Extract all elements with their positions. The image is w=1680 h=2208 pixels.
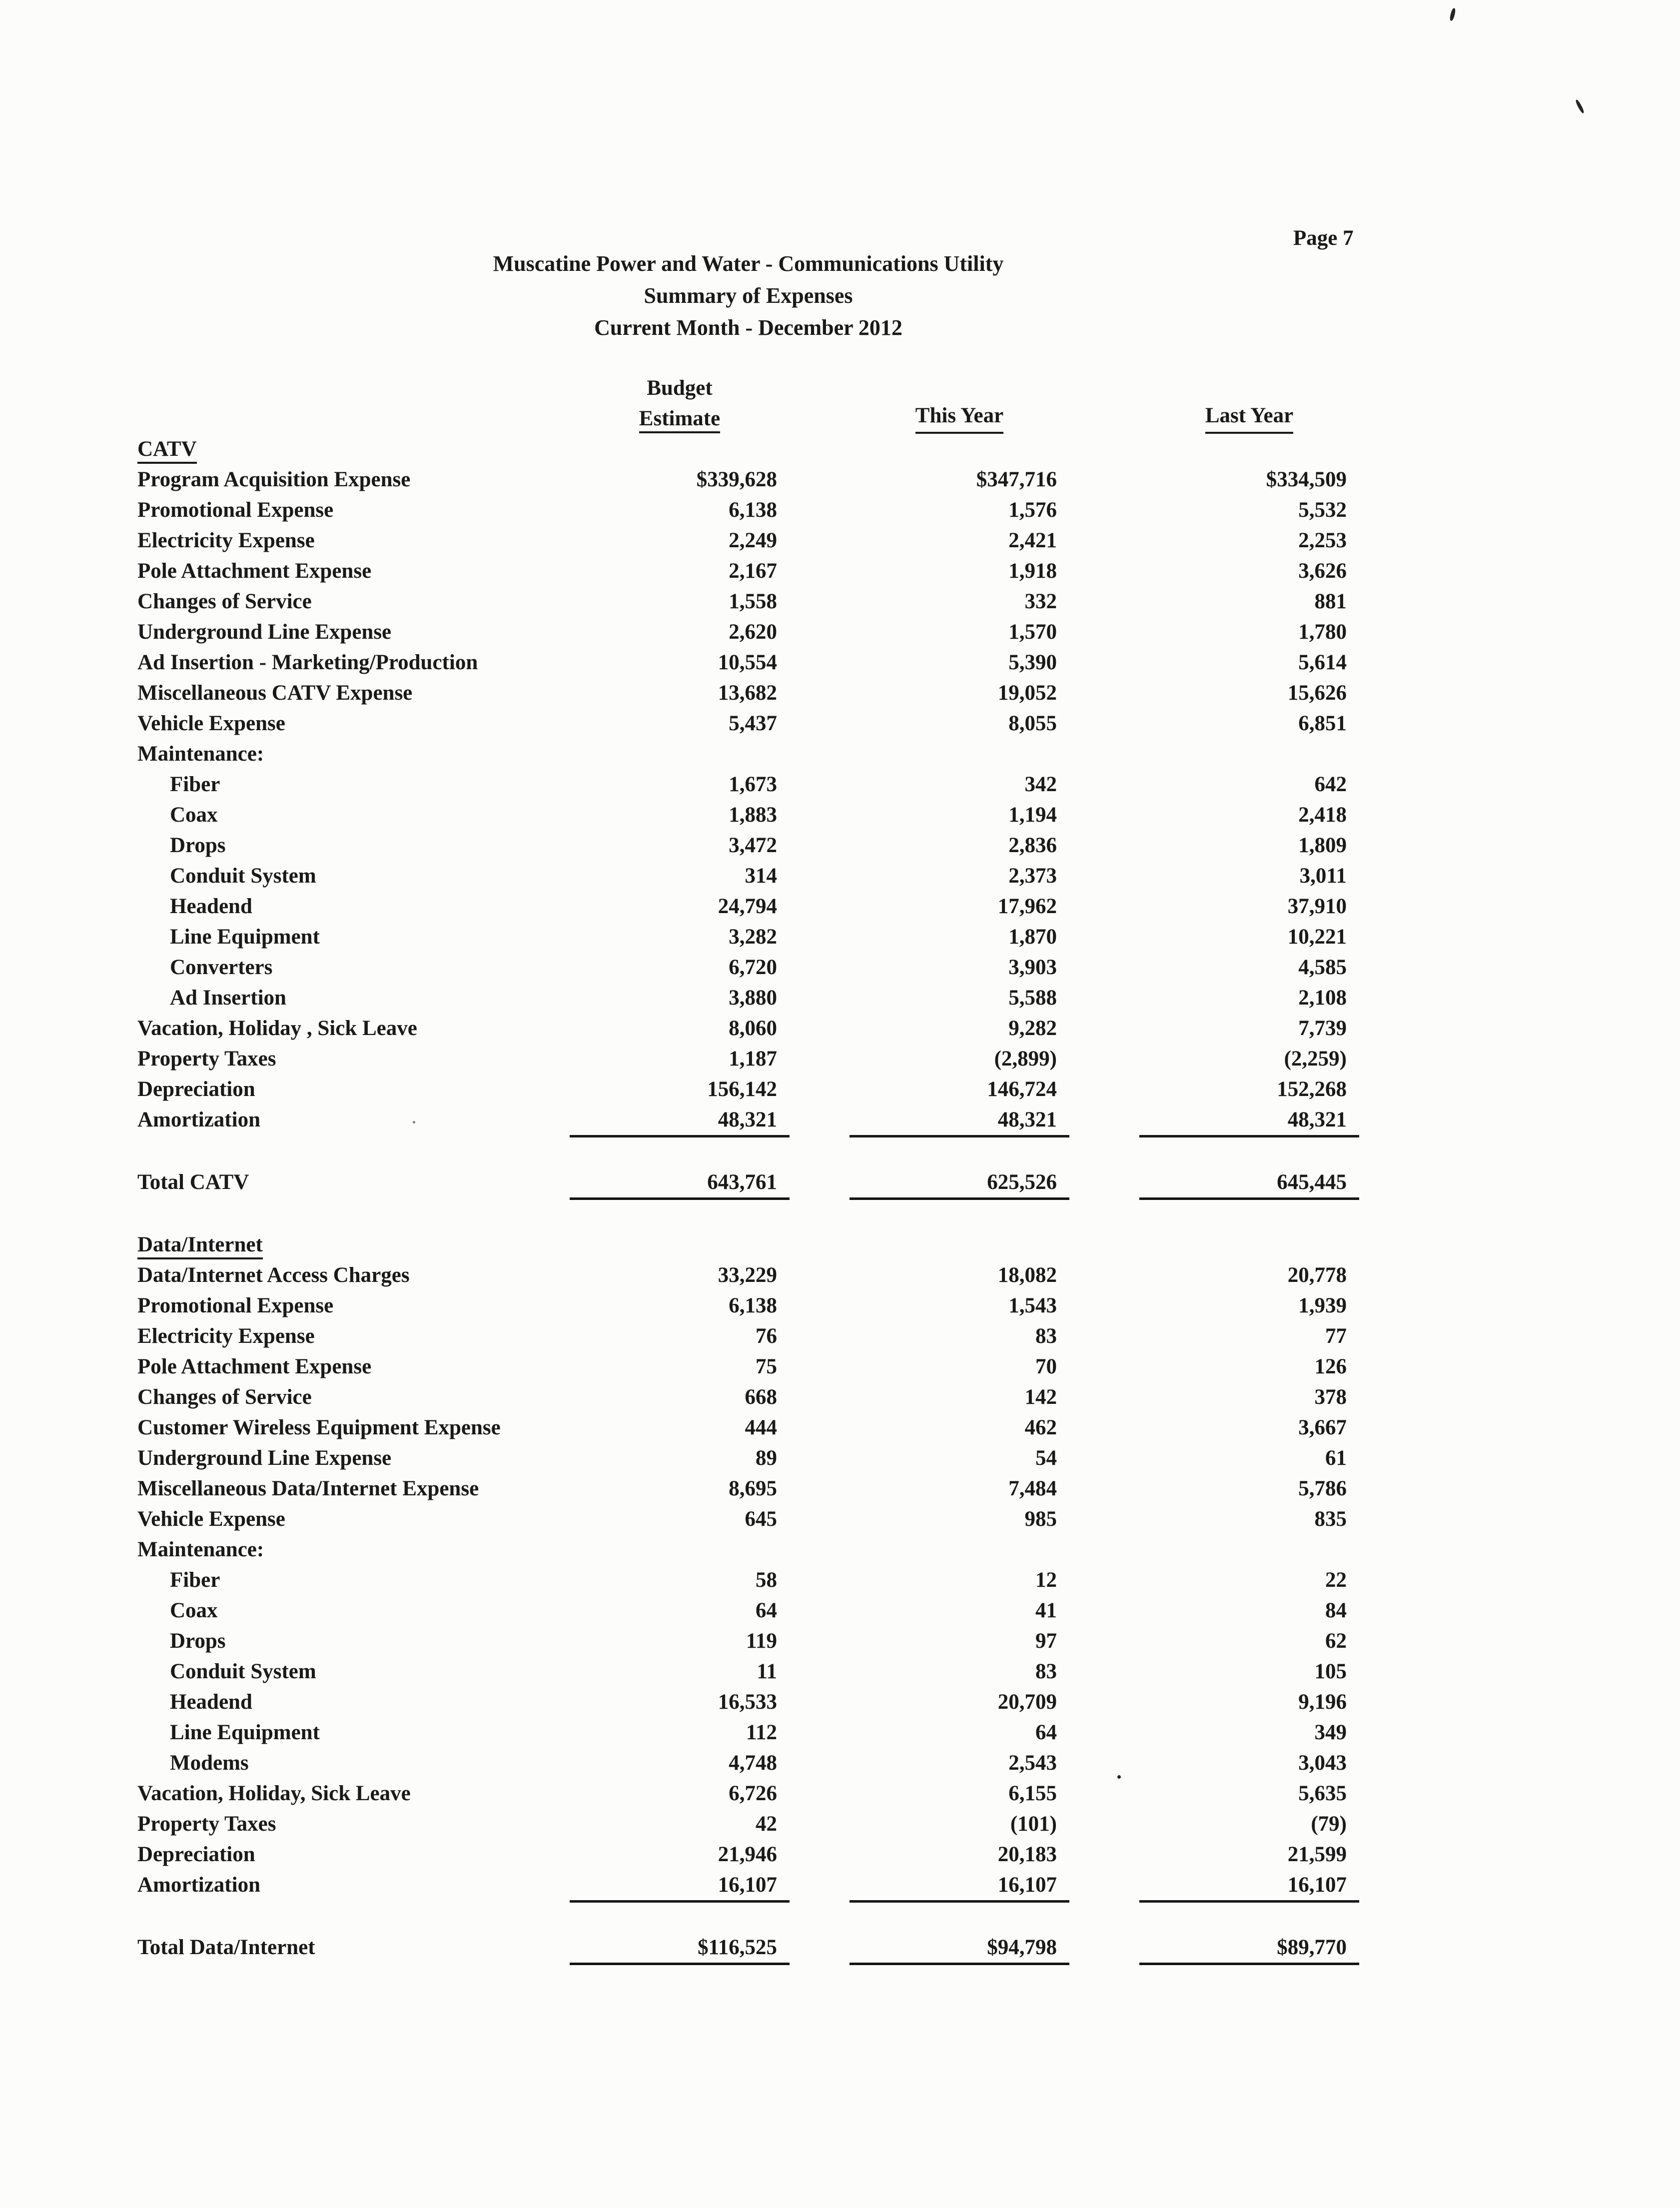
section-heading-row: [137, 1229, 1359, 1260]
value-cell: [849, 739, 1069, 769]
row-label: Drops: [170, 1629, 226, 1653]
value-cell: 5,437: [729, 712, 777, 735]
value-cell: 1,939: [1298, 1294, 1347, 1317]
value-cell: 2,836: [1008, 834, 1057, 857]
table-row: [137, 1044, 1359, 1074]
section-heading-row: [137, 434, 1359, 464]
row-label: Underground Line Expense: [137, 1446, 392, 1470]
value-cell: 5,635: [1298, 1782, 1347, 1805]
total-label: Total Data/Internet: [137, 1936, 315, 1959]
total-value-cell: $89,770: [1139, 1932, 1359, 1965]
value-cell: 1,883: [729, 803, 777, 827]
row-label: Vacation, Holiday, Sick Leave: [137, 1782, 411, 1805]
section-heading: Data/Internet: [137, 1233, 263, 1259]
value-cell: 2,543: [1008, 1751, 1057, 1775]
value-cell: 2,373: [1008, 864, 1057, 888]
total-row: [137, 1167, 1359, 1197]
table-row: [137, 647, 1359, 678]
value-cell: 3,903: [1008, 956, 1057, 979]
value-cell: 16,107: [570, 1870, 790, 1903]
value-cell: [570, 739, 790, 769]
column-header-this-year: This Year: [915, 400, 1003, 434]
value-cell: 1,543: [1008, 1294, 1057, 1317]
value-cell: 48,321: [849, 1104, 1069, 1137]
value-cell: 342: [1024, 773, 1057, 796]
value-cell: 3,472: [729, 834, 777, 857]
total-value-cell: 643,761: [570, 1167, 790, 1200]
table-row: [137, 800, 1359, 830]
value-cell: 1,673: [729, 773, 777, 796]
table-row: [137, 617, 1359, 647]
row-label: Changes of Service: [137, 1385, 312, 1409]
table-row: [137, 1443, 1359, 1473]
value-cell: 83: [1035, 1660, 1057, 1683]
value-cell: 378: [1314, 1385, 1347, 1409]
value-cell: 9,196: [1298, 1690, 1347, 1714]
table-row: [137, 1717, 1359, 1748]
value-cell: 77: [1325, 1324, 1347, 1348]
row-label: Promotional Expense: [137, 498, 334, 522]
table-row: [137, 1534, 1359, 1565]
value-cell: 6,851: [1298, 712, 1347, 735]
table-row: [137, 464, 1359, 495]
value-cell: 10,554: [718, 651, 777, 674]
title-block: [137, 248, 1359, 344]
value-cell: 156,142: [707, 1078, 777, 1101]
document-period: Current Month - December 2012: [594, 315, 902, 340]
row-label: Amortization: [137, 1108, 260, 1131]
value-cell: 48,321: [1139, 1104, 1359, 1137]
value-cell: 24,794: [718, 895, 777, 918]
row-label: Property Taxes: [137, 1047, 276, 1071]
table-row: [137, 1260, 1359, 1290]
value-cell: 332: [1024, 590, 1057, 613]
table-row: [137, 1382, 1359, 1412]
row-label: Ad Insertion - Marketing/Production: [137, 651, 478, 674]
table-row: [137, 1074, 1359, 1104]
value-cell: 3,282: [729, 925, 777, 949]
value-cell: 20,183: [997, 1843, 1057, 1866]
row-label: Changes of Service: [137, 590, 312, 613]
value-cell: 18,082: [997, 1263, 1057, 1287]
value-cell: 16,107: [1139, 1870, 1359, 1903]
table-row: [137, 830, 1359, 861]
table-row: [137, 1290, 1359, 1321]
value-cell: [1139, 1534, 1359, 1565]
row-label: Line Equipment: [170, 1721, 320, 1744]
value-cell: 20,778: [1287, 1263, 1347, 1287]
value-cell: 5,390: [1008, 651, 1057, 674]
table-row: [137, 1626, 1359, 1656]
value-cell: $339,628: [696, 468, 777, 491]
scan-artifact: [1449, 7, 1456, 21]
row-label: Coax: [170, 803, 218, 827]
table-row: [137, 769, 1359, 800]
value-cell: (101): [1010, 1812, 1057, 1836]
value-cell: 1,570: [1008, 620, 1057, 644]
document-subtitle: Summary of Expenses: [644, 283, 853, 308]
value-cell: 444: [745, 1416, 777, 1439]
value-cell: 1,809: [1298, 834, 1347, 857]
value-cell: 5,786: [1298, 1477, 1347, 1500]
row-label: Miscellaneous Data/Internet Expense: [137, 1477, 479, 1500]
table-row: [137, 525, 1359, 556]
value-cell: 5,614: [1298, 651, 1347, 674]
value-cell: 13,682: [718, 681, 777, 705]
value-cell: 1,576: [1008, 498, 1057, 522]
table-row: [137, 708, 1359, 739]
table-row: [137, 1748, 1359, 1778]
row-label: Electricity Expense: [137, 529, 315, 552]
value-cell: 9,282: [1008, 1017, 1057, 1040]
value-cell: 84: [1325, 1599, 1347, 1622]
value-cell: 349: [1314, 1721, 1347, 1744]
table-row: [137, 1595, 1359, 1626]
value-cell: 16,533: [718, 1690, 777, 1714]
section-heading: CATV: [137, 437, 197, 464]
value-cell: 5,532: [1298, 498, 1347, 522]
row-label: Customer Wireless Equipment Expense: [137, 1416, 501, 1439]
value-cell: 37,910: [1287, 895, 1347, 918]
table-row: [137, 891, 1359, 922]
value-cell: 1,558: [729, 590, 777, 613]
row-label: Pole Attachment Expense: [137, 1355, 372, 1378]
document-title: Muscatine Power and Water - Communications Utility: [493, 251, 1004, 276]
value-cell: 645: [745, 1507, 777, 1531]
value-cell: 33,229: [718, 1263, 777, 1287]
table-row: [137, 1778, 1359, 1809]
value-cell: 1,187: [729, 1047, 777, 1071]
table-row: [137, 952, 1359, 983]
value-cell: 42: [756, 1812, 777, 1836]
page-number: Page 7: [1293, 226, 1354, 250]
table-row: [137, 1104, 1359, 1135]
value-cell: 146,724: [987, 1078, 1057, 1101]
value-cell: 4,748: [729, 1751, 777, 1775]
value-cell: 5,588: [1008, 986, 1057, 1010]
row-label: Data/Internet Access Charges: [137, 1263, 410, 1287]
value-cell: 2,253: [1298, 529, 1347, 552]
row-label: Maintenance:: [137, 1538, 264, 1561]
value-cell: 11: [757, 1660, 777, 1683]
value-cell: 62: [1325, 1629, 1347, 1653]
column-header-budget: Budget: [647, 376, 713, 400]
value-cell: 881: [1314, 590, 1347, 613]
value-cell: 152,268: [1277, 1078, 1347, 1101]
value-cell: 21,599: [1287, 1843, 1347, 1866]
row-label: Conduit System: [170, 1660, 316, 1683]
value-cell: 6,155: [1008, 1782, 1057, 1805]
value-cell: 89: [756, 1446, 777, 1470]
table-row: [137, 739, 1359, 769]
row-label: Underground Line Expense: [137, 620, 392, 644]
row-label: Maintenance:: [137, 742, 264, 766]
table-row: [137, 861, 1359, 891]
row-label: Drops: [170, 834, 226, 857]
table-body: [137, 434, 1359, 1963]
table-row: [137, 983, 1359, 1013]
table-row: [137, 586, 1359, 617]
value-cell: 20,709: [997, 1690, 1057, 1714]
value-cell: [849, 1534, 1069, 1565]
row-label: Property Taxes: [137, 1812, 276, 1836]
value-cell: 8,055: [1008, 712, 1057, 735]
row-label: Vacation, Holiday , Sick Leave: [137, 1017, 417, 1040]
value-cell: 462: [1024, 1416, 1057, 1439]
value-cell: 119: [746, 1629, 777, 1653]
total-value-cell: 645,445: [1139, 1167, 1359, 1200]
table-row: [137, 1687, 1359, 1717]
column-header-estimate: Estimate: [639, 407, 720, 433]
row-label: Amortization: [137, 1873, 260, 1897]
value-cell: 142: [1024, 1385, 1057, 1409]
value-cell: 1,918: [1008, 559, 1057, 583]
value-cell: 61: [1325, 1446, 1347, 1470]
value-cell: 16,107: [849, 1870, 1069, 1903]
row-label: Vehicle Expense: [137, 1507, 285, 1531]
value-cell: 2,620: [729, 620, 777, 644]
value-cell: 835: [1314, 1507, 1347, 1531]
table-row: [137, 1809, 1359, 1839]
value-cell: 75: [756, 1355, 777, 1378]
value-cell: 314: [745, 864, 777, 888]
column-header-last-year: Last Year: [1205, 400, 1293, 434]
value-cell: 7,484: [1008, 1477, 1057, 1500]
row-label: Headend: [170, 1690, 252, 1714]
row-label: Electricity Expense: [137, 1324, 315, 1348]
value-cell: 1,194: [1008, 803, 1057, 827]
row-label: Fiber: [170, 1568, 220, 1592]
value-cell: 17,962: [997, 895, 1057, 918]
column-header-row: [137, 371, 1359, 434]
row-label: Depreciation: [137, 1078, 255, 1101]
value-cell: 3,667: [1298, 1416, 1347, 1439]
row-label: Fiber: [170, 773, 220, 796]
table-row: [137, 1565, 1359, 1595]
value-cell: 2,418: [1298, 803, 1347, 827]
row-label: Pole Attachment Expense: [137, 559, 372, 583]
value-cell: 7,739: [1298, 1017, 1347, 1040]
value-cell: 2,108: [1298, 986, 1347, 1010]
value-cell: 41: [1035, 1599, 1057, 1622]
value-cell: 54: [1035, 1446, 1057, 1470]
value-cell: 97: [1035, 1629, 1057, 1653]
value-cell: 112: [746, 1721, 777, 1744]
value-cell: 126: [1314, 1355, 1347, 1378]
column-header-budget-estimate: [639, 373, 720, 434]
row-label: Miscellaneous CATV Expense: [137, 681, 413, 705]
table-row: [137, 1656, 1359, 1687]
value-cell: (79): [1311, 1812, 1347, 1836]
table-row: [137, 1351, 1359, 1382]
value-cell: 1,870: [1008, 925, 1057, 949]
row-label: Coax: [170, 1599, 218, 1622]
row-label: Vehicle Expense: [137, 712, 285, 735]
table-row: [137, 1473, 1359, 1504]
table-row: [137, 495, 1359, 525]
value-cell: 8,695: [729, 1477, 777, 1500]
value-cell: 76: [756, 1324, 777, 1348]
value-cell: 70: [1035, 1355, 1057, 1378]
row-label: Modems: [170, 1751, 249, 1775]
total-value-cell: 625,526: [849, 1167, 1069, 1200]
value-cell: $347,716: [976, 468, 1057, 491]
table-row: [137, 922, 1359, 952]
value-cell: 15,626: [1287, 681, 1347, 705]
row-label: Converters: [170, 956, 273, 979]
value-cell: [1139, 739, 1359, 769]
value-cell: 19,052: [997, 681, 1057, 705]
value-cell: $334,509: [1266, 468, 1347, 491]
value-cell: 64: [756, 1599, 777, 1622]
value-cell: 22: [1325, 1568, 1347, 1592]
table-row: [137, 1504, 1359, 1534]
value-cell: 2,167: [729, 559, 777, 583]
value-cell: 12: [1035, 1568, 1057, 1592]
value-cell: [570, 1534, 790, 1565]
row-label: Ad Insertion: [170, 986, 286, 1010]
value-cell: 642: [1314, 773, 1347, 796]
value-cell: 3,626: [1298, 559, 1347, 583]
value-cell: 58: [756, 1568, 777, 1592]
total-row: [137, 1932, 1359, 1963]
value-cell: 8,060: [729, 1017, 777, 1040]
table-row: [137, 1412, 1359, 1443]
value-cell: 10,221: [1287, 925, 1347, 949]
value-cell: 1,780: [1298, 620, 1347, 644]
table-row: [137, 1839, 1359, 1870]
expense-report: [137, 371, 1359, 1963]
value-cell: 105: [1314, 1660, 1347, 1683]
value-cell: 6,726: [729, 1782, 777, 1805]
value-cell: 4,585: [1298, 956, 1347, 979]
table-row: [137, 1013, 1359, 1044]
table-row: [137, 1321, 1359, 1351]
row-label: Line Equipment: [170, 925, 320, 949]
row-label: Program Acquisition Expense: [137, 468, 411, 491]
row-label: Conduit System: [170, 864, 316, 888]
row-label: Promotional Expense: [137, 1294, 334, 1317]
table-row: [137, 678, 1359, 708]
value-cell: 3,011: [1299, 864, 1347, 888]
value-cell: 64: [1035, 1721, 1057, 1744]
value-cell: 6,138: [729, 1294, 777, 1317]
value-cell: (2,259): [1284, 1047, 1347, 1071]
value-cell: 2,249: [729, 529, 777, 552]
value-cell: 668: [745, 1385, 777, 1409]
value-cell: 21,946: [718, 1843, 777, 1866]
scan-artifact: [1575, 99, 1585, 114]
value-cell: 985: [1024, 1507, 1057, 1531]
total-label: Total CATV: [137, 1170, 249, 1194]
row-label: Headend: [170, 895, 252, 918]
value-cell: 6,138: [729, 498, 777, 522]
value-cell: 2,421: [1008, 529, 1057, 552]
total-value-cell: $116,525: [570, 1932, 790, 1965]
row-label: Depreciation: [137, 1843, 255, 1866]
table-row: [137, 1870, 1359, 1900]
table-row: [137, 556, 1359, 586]
value-cell: (2,899): [994, 1047, 1057, 1071]
total-value-cell: $94,798: [849, 1932, 1069, 1965]
value-cell: 48,321: [570, 1104, 790, 1137]
value-cell: 3,880: [729, 986, 777, 1010]
value-cell: 6,720: [729, 956, 777, 979]
value-cell: 3,043: [1298, 1751, 1347, 1775]
value-cell: 83: [1035, 1324, 1057, 1348]
